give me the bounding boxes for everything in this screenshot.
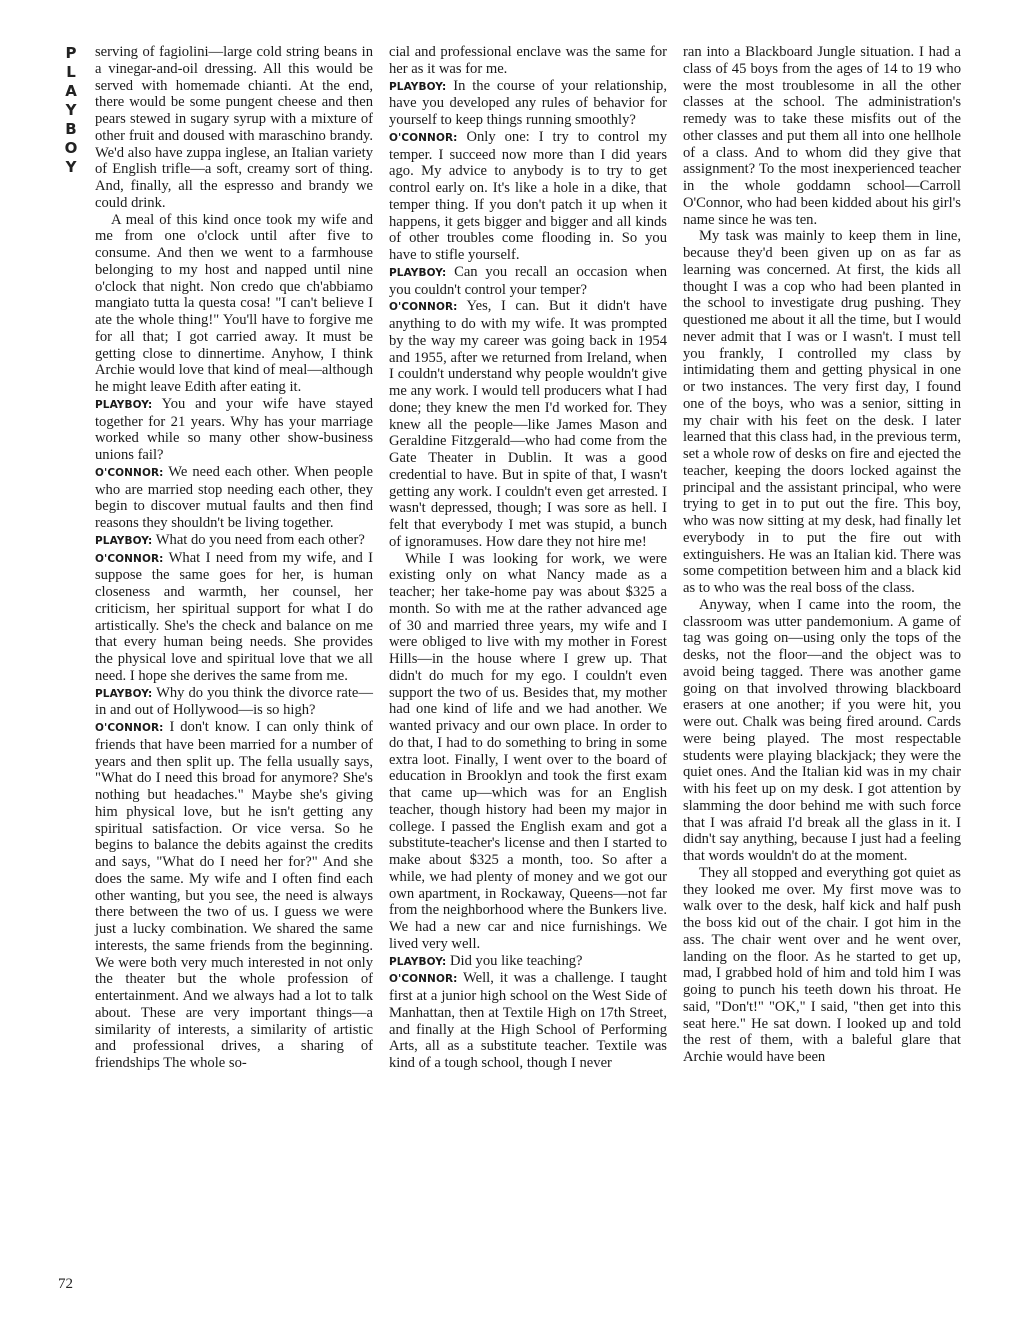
speech-text: What do you need from each other?	[155, 531, 365, 548]
speaker-label: PLAYBOY:	[389, 80, 447, 93]
speech-text: In the course of your relationship, have you developed any rules of behavior for yourself to keep things running smoothly?	[389, 77, 667, 128]
magazine-running-head	[58, 44, 84, 177]
interview-answer	[95, 719, 373, 1072]
speaker-label: O'CONNOR:	[389, 131, 458, 144]
body-paragraph: They all stopped and everything got quiet as they looked me over. My first move was to walk over to the desk, half kick and half push the boss kid out of the chair. I got him in the ass. The chair went over and he went over, landing on the floor. As he started to get up, mad, I grabbed hold of him and told him I was going to punch his teeth down his throat. He said, "Don't!" "OK," I said, "then get into this seat here." He sat down. I looked up and told the rest of them, with a baleful glare that Archie would have been	[683, 864, 961, 1065]
speaker-label: O'CONNOR:	[95, 722, 164, 734]
running-head-letter: Y	[65, 158, 77, 176]
speech-text: What I need from my wife, and I suppose the same goes for her, is human closeness and warmth, her counsel, her criticism, her spiritual support for what I do artistically. She's the check and balance on me that every human being needs. She provides the physical love and spiritual love that we all need. I hope she derives the same from me.	[95, 549, 374, 684]
running-head-letter: A	[65, 82, 77, 100]
speech-text: Well, it was a challenge. I taught first at a junior high school on the West Side of Manhattan, then at Textile High on 17th Street, and finally at the High School of Performing Arts, all as a substitute teacher. Textile was kind of a tough school, though I never	[389, 970, 667, 1071]
interview-answer	[389, 970, 667, 1072]
running-head-letter: L	[66, 63, 76, 81]
speech-text: You and your wife have stayed together for 21 years. Why has your marriage worked while so many other show-business unions fail?	[95, 395, 373, 463]
speech-text: We need each other. When people who are married stop needing each other, they begin to discover mutual faults and then find reasons they shouldn't be living together.	[95, 463, 373, 531]
body-paragraph: Anyway, when I came into the room, the classroom was utter pandemonium. A game of tag was going on—using only the tops of the desks, not the floor—and the object was to avoid being tagged. There was another game going on that involved throwing blackboard erasers at one another; if you were hit, you were out. Chalk was being fired around. Cards were being played. The most respectable students were playing blackjack; they were the quiet ones. And the Italian kid was in my chair with his feet up on my desk. I got attention by slamming the door behind me with such force that I was afraid I'd break all the glass in it. I didn't say anything, because I just had a feeling that words wouldn't do at the moment.	[683, 596, 961, 864]
continued-paragraph: ran into a Blackboard Jungle situation. I had a class of 45 boys from the ages of 14 to 19 who were the most troublesome in all the other classes at the school. The administration's remedy was to take these misfits out of the other classes and put them all into one hellhole of a class. And to whom did they give that assignment? To the most inexperienced teacher in the whole goddamn school—Carroll O'Connor, who had been kidded about his girl's name since he was ten.	[683, 44, 961, 228]
speaker-label: PLAYBOY:	[95, 398, 153, 411]
speaker-label: PLAYBOY:	[389, 266, 447, 279]
interview-question	[95, 396, 373, 464]
continued-paragraph: cial and professional enclave was the same for her as it was for me.	[389, 44, 667, 77]
interview-answer	[389, 298, 667, 550]
interview-answer	[389, 129, 667, 264]
speaker-label: PLAYBOY:	[95, 687, 153, 700]
speech-text: Did you like teaching?	[450, 952, 583, 969]
speaker-label: O'CONNOR:	[95, 466, 164, 479]
speaker-label: O'CONNOR:	[389, 301, 458, 314]
interview-question	[389, 953, 667, 971]
body-paragraph: A meal of this kind once took my wife and me from one o'clock until after five to consume. And then we went to a farmhouse belonging to my host and napped until nine o'clock that night. Non credo que ch'abbiamo mangiato tutta la questa cosa! "I can't believe I ate the whole thing!" You'll have to forgive me for all that; I got carried away. It must be getting close to dinnertime. Anyhow, I think Archie would love that kind of meal—although he might leave Edith after eating it.	[95, 211, 373, 395]
interview-question	[389, 78, 667, 129]
text-column-2	[389, 44, 667, 1072]
text-column-1	[95, 44, 373, 1072]
running-head-letter: P	[65, 44, 77, 62]
speech-text: Why do you think the divorce rate—in and out of Hollywood—is so high?	[95, 684, 374, 719]
speech-text: Only one: I try to control my temper. I succeed now more than I did years ago. My advice to anybody is to try to get control early on. It's like a hole in a dike, that temper thing. If you don't patch it up when it happens, it gets bigger and bigger and all kinds of other troubles come flooding in. So you have to stifle yourself.	[389, 128, 667, 263]
interview-answer	[95, 464, 373, 532]
text-column-3	[683, 44, 961, 1066]
continued-paragraph: serving of fagiolini—large cold string beans in a vinegar-and-oil dressing. All this would be served with homemade chianti. At the end, there would be some pungent cheese and then pears stewed in sugary syrup with a mixture of other fruit and doused with maraschino brandy. We'd also have zuppa inglese, an Italian variety of English trifle—a soft, creamy sort of thing. And, finally, all the espresso and brandy we could drink.	[95, 44, 373, 211]
interview-question	[389, 264, 667, 299]
running-head-letter: Y	[65, 101, 77, 119]
interview-question	[95, 532, 373, 550]
running-head-letter: O	[64, 139, 78, 157]
body-paragraph: While I was looking for work, we were existing only on what Nancy made as a teacher; her take-home pay was about $325 a month. So with me at the rather advanced age of 30 and married three years, my wife and I were obliged to live with my mother in Forest Hills—in the house where I grew up. That didn't do much for my ego. I couldn't even support the two of us. Besides that, my mother had one kind of life and we had another. We wanted privacy and our own place. In order to do that, I had to do something to bring in some extra loot. Finally, I went over to the board of education in Brooklyn and took the first exam that came up—which was for an English teacher, though history had been my major in college. I passed the English exam and got a substitute-teacher's license and then I started to make about $325 a month, too. So after a while, we had plenty of money and we got our own apartment, in Rockaway, Queens—not far from the neighborhood where the Bunkers live. We had a new car and nice furnishings. We lived very well.	[389, 550, 667, 952]
interview-question	[95, 685, 373, 720]
speaker-label: PLAYBOY:	[389, 955, 447, 968]
running-head-letter: B	[65, 120, 77, 138]
interview-answer	[95, 550, 373, 685]
speaker-label: PLAYBOY:	[95, 534, 153, 547]
page-number: 72	[58, 1276, 73, 1292]
speech-text: Yes, I can. But it didn't have anything to do with my wife. It was prompted by the way my career was going back in 1954 and 1955, after we returned from Ireland, when I couldn't understand why people wouldn't give me any work. I would tell producers what I had done; they knew the men I'd worked for. They knew all the people—like James Mason and Geraldine Fitzgerald—who had come from the Gate Theater in Dublin. It was a good credential to have. But in spite of that, I wasn't getting any work. I couldn't even get arrested. I wasn't depressed, though; I was sore as hell. I felt that everybody I met was stupid, a bunch of ignoramuses. How dare they not hire me!	[389, 298, 668, 550]
speech-text: I don't know. I can only think of friends that have been married for a number of years and then split up. The fella usually says, "What do I need this broad for anymore? She's nothing but headaches." Maybe she's giving him physical love, but he isn't getting any spiritual satisfaction. Or vice versa. So he begins to balance the debits against the credits and says, "What do I need her for?" And she does the same. My wife and I often find each other wanting, but you see, the need is always there between the two of us. I guess we were just a lucky combination. We shared the same interests, the same friends from the beginning. We were both very much interested in not only the theater but the whole profession of entertainment. And we always had a lot to talk about. These are very important things—a similarity of interests, a similarity of artistic and professional drives, a sharing of friendships The whole so-	[95, 719, 373, 1071]
speech-text: Can you recall an occasion when you couldn't control your temper?	[389, 263, 667, 298]
speaker-label: O'CONNOR:	[389, 973, 458, 986]
body-paragraph: My task was mainly to keep them in line, because they'd been given up on as far as learning was concerned. At first, the kids all thought I was a cop who had been planted in the school to investigate drug pushing. They questioned me about it all the time, but I would never admit that I was or I wasn't. I must tell you frankly, I controlled my class by intimidating them and getting physical in one or two instances. The very first day, I found one of the boys, who was a senior, sitting in my chair with his feet on the desk. I later learned that this class had, in the previous term, set a whole row of desks on fire and ejected the teacher, keeping the doors locked against the principal and the assistant principal, who were trying to get in to put out the fire. This boy, who was now sitting at my desk, had finally let everybody in to put the fire out with extinguishers. He was an Italian kid. There was some competition between him and a black kid as to who was the real boss of the class.	[683, 228, 962, 596]
speaker-label: O'CONNOR:	[95, 552, 164, 565]
